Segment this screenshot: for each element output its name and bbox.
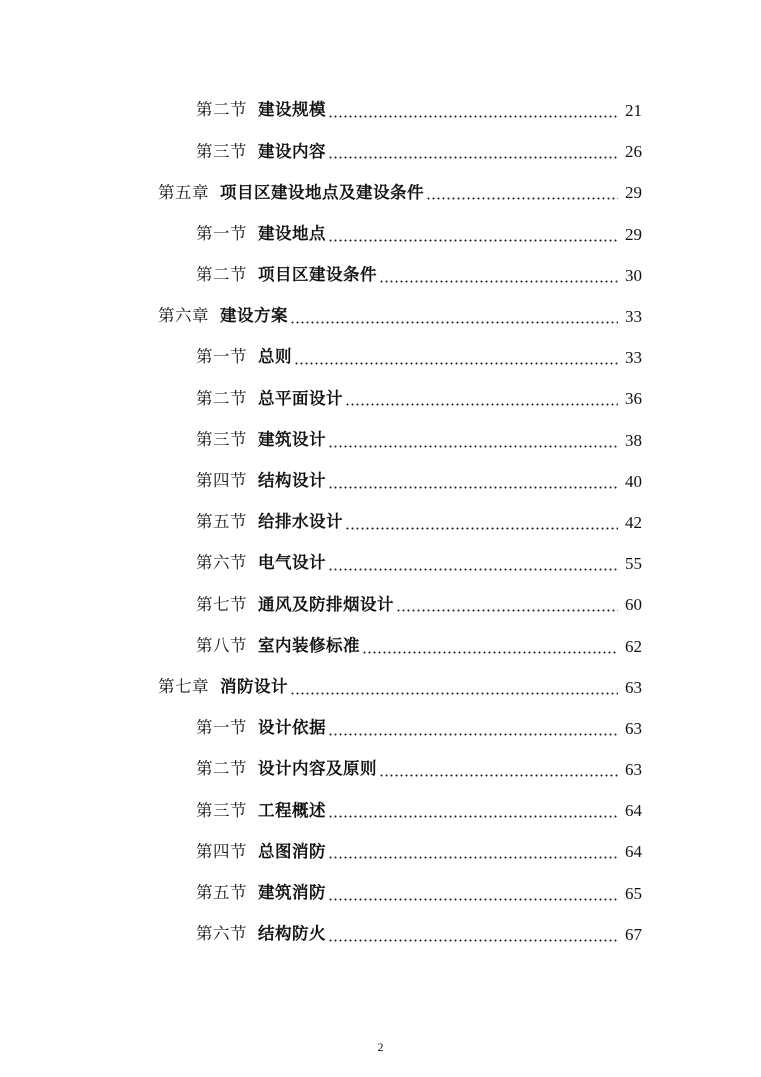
toc-entry-page: 29 (625, 183, 642, 203)
dot-leader (328, 898, 618, 901)
toc-entry[interactable] (0, 584, 761, 625)
dot-leader (362, 651, 618, 654)
dot-leader (396, 609, 618, 612)
table-of-contents (0, 90, 761, 955)
toc-entry-title: 总则 (258, 347, 292, 367)
toc-entry[interactable] (0, 420, 761, 461)
toc-entry-page: 30 (625, 265, 642, 285)
toc-entry-number: 第五节 (196, 882, 247, 902)
toc-entry[interactable] (0, 461, 761, 502)
toc-entry[interactable] (0, 502, 761, 543)
toc-entry-title: 建筑设计 (258, 429, 326, 449)
toc-entry-number: 第七节 (196, 594, 247, 614)
toc-entry-title: 建设地点 (258, 223, 326, 243)
toc-entry-number: 第二节 (196, 265, 247, 285)
toc-chapter-entry[interactable] (0, 172, 761, 213)
dot-leader (290, 692, 618, 695)
toc-entry-title: 建设规模 (258, 100, 326, 120)
dot-leader (328, 239, 618, 242)
toc-entry-title: 通风及防排烟设计 (258, 594, 394, 614)
toc-entry-page: 21 (625, 101, 642, 121)
dot-leader (328, 939, 618, 942)
toc-entry[interactable] (0, 790, 761, 831)
toc-entry-page: 63 (625, 760, 642, 780)
toc-entry-page: 55 (625, 554, 642, 574)
toc-entry-number: 第二节 (196, 759, 247, 779)
toc-entry-number: 第一节 (196, 347, 247, 367)
toc-entry-page: 62 (625, 636, 642, 656)
dot-leader (328, 815, 618, 818)
toc-entry[interactable] (0, 831, 761, 872)
toc-entry[interactable] (0, 214, 761, 255)
toc-entry-number: 第二节 (196, 100, 247, 120)
toc-entry-page: 38 (625, 430, 642, 450)
toc-entry[interactable] (0, 543, 761, 584)
toc-entry-page: 40 (625, 471, 642, 491)
dot-leader (345, 403, 618, 406)
toc-entry[interactable] (0, 914, 761, 955)
toc-entry[interactable] (0, 337, 761, 378)
toc-entry[interactable] (0, 378, 761, 419)
dot-leader (379, 774, 618, 777)
toc-entry-page: 63 (625, 677, 642, 697)
toc-entry-page: 42 (625, 512, 642, 532)
toc-entry-number: 第七章 (158, 676, 209, 696)
toc-entry-page: 26 (625, 142, 642, 162)
toc-entry-title: 总图消防 (258, 841, 326, 861)
toc-entry-number: 第四节 (196, 841, 247, 861)
toc-entry-page: 60 (625, 595, 642, 615)
dot-leader (379, 280, 618, 283)
toc-entry-number: 第五节 (196, 512, 247, 532)
toc-entry-title: 电气设计 (258, 553, 326, 573)
dot-leader (294, 362, 618, 365)
dot-leader (328, 486, 618, 489)
toc-entry[interactable] (0, 90, 761, 131)
toc-entry-title: 建设内容 (258, 141, 326, 161)
toc-entry-title: 给排水设计 (258, 512, 343, 532)
toc-entry[interactable] (0, 255, 761, 296)
dot-leader (328, 156, 618, 159)
toc-entry-number: 第三节 (196, 800, 247, 820)
toc-entry-number: 第三节 (196, 141, 247, 161)
toc-entry[interactable] (0, 131, 761, 172)
toc-entry-page: 67 (625, 924, 642, 944)
dot-leader (345, 527, 618, 530)
toc-entry-number: 第六节 (196, 553, 247, 573)
toc-chapter-entry[interactable] (0, 296, 761, 337)
toc-entry-page: 33 (625, 307, 642, 327)
toc-entry[interactable] (0, 873, 761, 914)
toc-entry-number: 第二节 (196, 388, 247, 408)
toc-entry-page: 36 (625, 389, 642, 409)
toc-entry-title: 室内装修标准 (258, 635, 360, 655)
toc-entry-number: 第四节 (196, 471, 247, 491)
toc-entry-page: 29 (625, 224, 642, 244)
dot-leader (426, 197, 618, 200)
dot-leader (328, 856, 618, 859)
toc-entry-title: 结构设计 (258, 471, 326, 491)
dot-leader (328, 115, 618, 118)
dot-leader (290, 321, 618, 324)
dot-leader (328, 568, 618, 571)
page-number: 2 (377, 1040, 384, 1054)
toc-entry-title: 结构防火 (258, 924, 326, 944)
toc-entry-page: 65 (625, 883, 642, 903)
toc-entry-title: 建设方案 (220, 306, 288, 326)
dot-leader (328, 445, 618, 448)
toc-entry[interactable] (0, 708, 761, 749)
toc-entry[interactable] (0, 749, 761, 790)
toc-entry[interactable] (0, 625, 761, 666)
toc-entry-number: 第三节 (196, 429, 247, 449)
toc-entry-page: 64 (625, 801, 642, 821)
toc-entry-page: 33 (625, 348, 642, 368)
toc-entry-number: 第五章 (158, 182, 209, 202)
toc-entry-number: 第八节 (196, 635, 247, 655)
toc-entry-title: 建筑消防 (258, 882, 326, 902)
toc-entry-title: 项目区建设条件 (258, 265, 377, 285)
toc-entry-number: 第一节 (196, 718, 247, 738)
toc-entry-number: 第六节 (196, 924, 247, 944)
toc-entry-title: 设计内容及原则 (258, 759, 377, 779)
toc-chapter-entry[interactable] (0, 667, 761, 708)
toc-entry-title: 项目区建设地点及建设条件 (220, 182, 424, 202)
dot-leader (328, 733, 618, 736)
toc-entry-title: 消防设计 (220, 676, 288, 696)
toc-entry-title: 工程概述 (258, 800, 326, 820)
toc-entry-page: 63 (625, 718, 642, 738)
toc-entry-title: 总平面设计 (258, 388, 343, 408)
toc-entry-page: 64 (625, 842, 642, 862)
toc-entry-title: 设计依据 (258, 718, 326, 738)
toc-entry-number: 第一节 (196, 223, 247, 243)
toc-entry-number: 第六章 (158, 306, 209, 326)
